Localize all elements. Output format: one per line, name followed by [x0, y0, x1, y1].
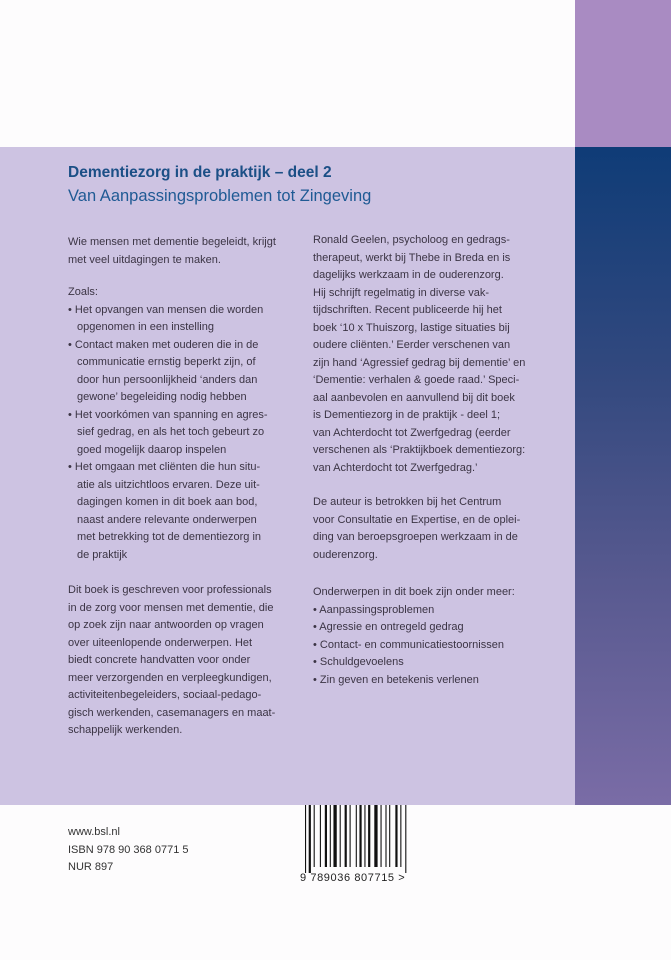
- topics-list: [313, 602, 515, 690]
- barcode-bar: [320, 805, 321, 867]
- text-line: goed mogelijk daarop inspelen: [77, 443, 227, 456]
- text-line: ‘Dementie: verhalen & goede raad.’ Speci-: [313, 374, 520, 386]
- text-line: met veel uitdagingen te maken.: [68, 253, 221, 266]
- text-line: sief gedrag, en als het toch gebeurt zo: [77, 426, 265, 438]
- text-line: met betrekking tot de dementiezorg in: [77, 531, 262, 543]
- topics-section: [313, 584, 515, 689]
- text-line: van Achterdocht tot Zwerfgedrag.’: [313, 461, 478, 474]
- barcode-bar: [350, 805, 351, 867]
- side-gradient-strip: [575, 147, 671, 805]
- text-line: op zoek zijn naar antwoorden op vragen: [68, 619, 264, 631]
- text-line: is Dementiezorg in de praktijk - deel 1;: [313, 409, 501, 421]
- text-line: schappelijk werkenden.: [68, 724, 183, 736]
- text-line: meer verzorgenden en verpleegkundigen,: [68, 671, 272, 684]
- text-line: atie als uitzichtloos ervaren. Deze uit-: [77, 478, 260, 491]
- topics-label: Onderwerpen in dit boek zijn onder meer:: [313, 586, 515, 598]
- barcode: [303, 805, 411, 873]
- barcode-bar: [325, 805, 327, 867]
- text-line: van Achterdocht tot Zwerfgedrag (eerder: [313, 426, 511, 439]
- barcode-bar: [395, 805, 397, 867]
- barcode-bar: [389, 805, 390, 867]
- text-line: • Schuldgevoelens: [313, 656, 404, 668]
- text-line: Hij schrijft regelmatig in diverse vak-: [313, 286, 490, 299]
- barcode-bar: [364, 805, 365, 867]
- text-line: boek ‘10 x Thuiszorg, lastige situaties bij: [313, 321, 510, 334]
- text-line: gisch werkenden, casemanagers en maat-: [68, 706, 276, 719]
- barcode-bar: [405, 805, 406, 873]
- barcode-bar: [374, 805, 377, 867]
- text-line: ding van beroepsgroepen werkzaam in de: [313, 531, 518, 543]
- challenges-list: [68, 302, 268, 565]
- text-line: activiteitenbegeleiders, sociaal-pedago-: [68, 689, 262, 701]
- text-line: zijn hand ‘Agressief gedrag bij dementie’ en: [313, 356, 526, 369]
- list-item: [68, 337, 268, 407]
- involvement-paragraph: [313, 494, 520, 564]
- text-line: biedt concrete handvatten voor onder: [68, 654, 251, 666]
- text-line: • Agressie en ontregeld gedrag: [313, 621, 464, 633]
- text-line: • Het omgaan met cliënten die hun situ-: [68, 461, 261, 473]
- text-line: De auteur is betrokken bij het Centrum: [313, 496, 502, 508]
- zoals-label: [68, 284, 98, 302]
- barcode-bar: [385, 805, 386, 867]
- text-line: Dit boek is geschreven voor professionals: [68, 584, 272, 596]
- text-line: ouderenzorg.: [313, 548, 378, 561]
- text-line: Wie mensen met dementie begeleidt, krijgt: [68, 236, 276, 248]
- intro-paragraph: [68, 234, 276, 269]
- text-line: voor Consultatie en Expertise, en de oplei-: [313, 513, 521, 526]
- text-line: therapeut, werkt bij Thebe in Breda en is: [313, 251, 511, 264]
- text-line: dagingen komen in dit boek aan bod,: [77, 496, 258, 508]
- audience-paragraph: [68, 582, 275, 740]
- text-line: opgenomen in een instelling: [77, 321, 214, 333]
- text-line: gewone’ begeleiding nodig hebben: [77, 391, 247, 403]
- barcode-bar: [305, 805, 306, 873]
- zoals-text: Zoals:: [68, 286, 98, 298]
- barcode-bar: [330, 805, 331, 867]
- text-line: tijdschriften. Recent publiceerde hij het: [313, 304, 502, 316]
- text-line: Ronald Geelen, psycholoog en gedrags-: [313, 234, 510, 246]
- text-line: oudere cliënten.’ Eerder verschenen van: [313, 339, 511, 351]
- text-line: • Het opvangen van mensen die worden: [68, 303, 264, 316]
- barcode-bar: [345, 805, 347, 867]
- text-line: in de zorg voor mensen met dementie, die: [68, 601, 274, 614]
- text-line: • Contact- en communicatiestoornissen: [313, 638, 504, 651]
- text-line: verschenen als ‘Praktijkboek dementiezorg:: [313, 444, 526, 456]
- text-line: over uiteenlopende onderwerpen. Het: [68, 636, 253, 649]
- barcode-digits: 9 789036 807715 >: [300, 872, 406, 884]
- text-line: dagelijks werkzaam in de ouderenzorg.: [313, 269, 504, 281]
- text-line: de praktijk: [77, 548, 128, 561]
- text-line: communicatie ernstig beperkt zijn, of: [77, 356, 256, 368]
- barcode-bar: [314, 805, 315, 867]
- barcode-bar: [368, 805, 370, 867]
- list-item: [68, 459, 268, 564]
- website-link[interactable]: www.bsl.nl: [68, 826, 120, 838]
- text-line: • Aanpassingsproblemen: [313, 603, 435, 616]
- footer-info: [68, 824, 188, 877]
- barcode-bar: [356, 805, 357, 867]
- text-line: • Zin geven en betekenis verlenen: [313, 673, 479, 686]
- isbn: ISBN 978 90 368 0771 5: [68, 843, 189, 856]
- barcode-bar: [340, 805, 341, 867]
- author-paragraph: [313, 232, 525, 477]
- text-line: aal aanbevolen en aanvullend bij dit boek: [313, 391, 515, 404]
- text-line: • Contact maken met ouderen die in de: [68, 338, 259, 351]
- barcode-bar: [381, 805, 382, 867]
- list-item: [68, 302, 268, 337]
- text-line: door hun persoonlijkheid ‘anders dan: [77, 373, 258, 386]
- text-line: naast andere relevante onderwerpen: [77, 513, 257, 526]
- barcode-bar: [309, 805, 311, 873]
- nur-code: NUR 897: [68, 861, 114, 873]
- book-subtitle: Van Aanpassingsproblemen tot Zingeving: [68, 187, 372, 205]
- barcode-bar: [400, 805, 401, 867]
- top-color-strip: [575, 0, 671, 147]
- list-item: [68, 407, 268, 460]
- barcode-bar: [333, 805, 336, 867]
- barcode-bar: [359, 805, 361, 867]
- text-line: • Het voorkómen van spanning en agres-: [68, 408, 268, 421]
- book-title: Dementiezorg in de praktijk – deel 2: [68, 164, 332, 181]
